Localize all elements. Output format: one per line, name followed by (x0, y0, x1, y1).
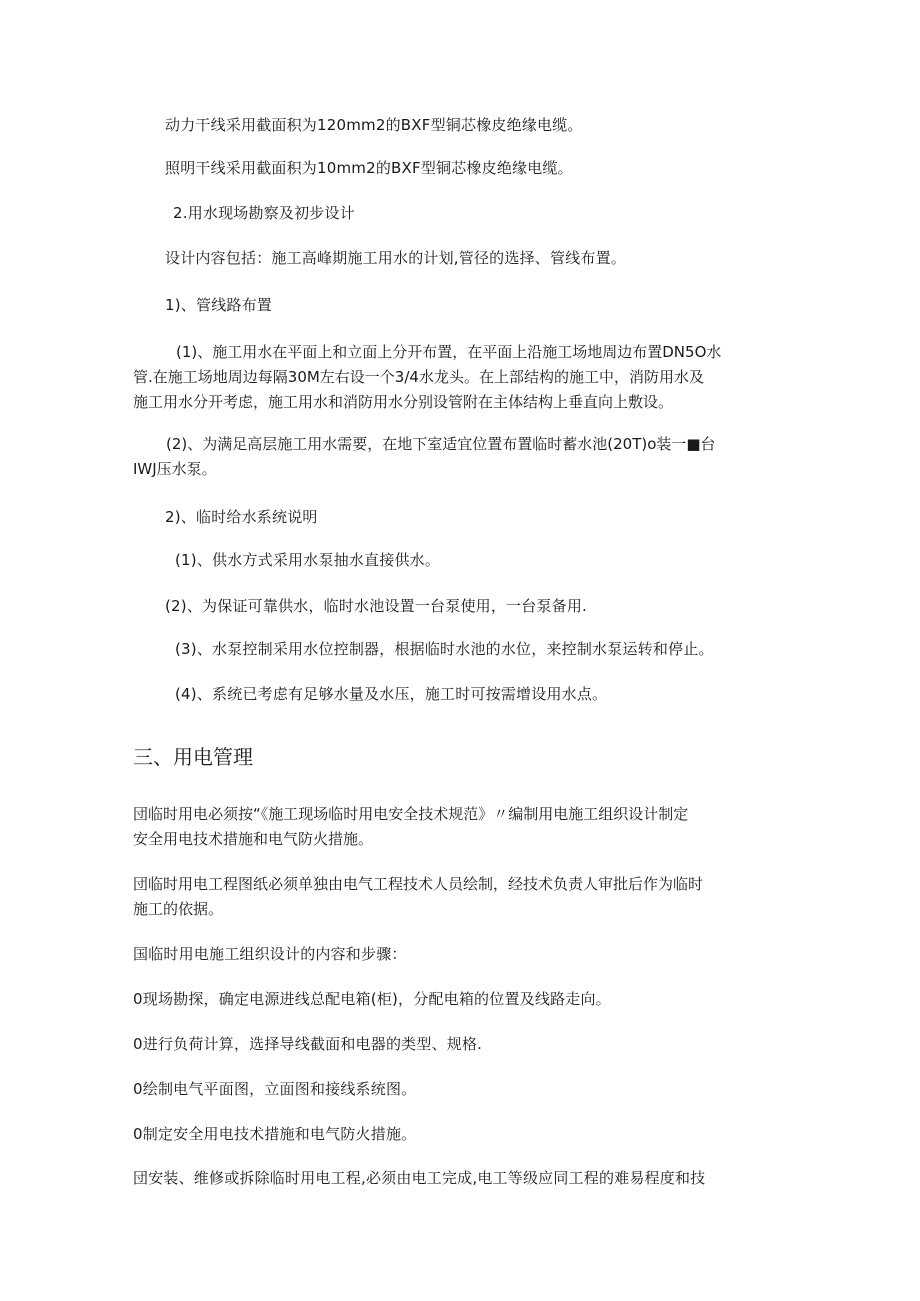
paragraph-temp-power-rule-2 (133, 872, 703, 922)
paragraph-design-content: 设计内容包括：施工高峰期施工用水的计划,管径的选择、管线布置。 (165, 249, 626, 267)
paragraph-line: (1)、施工用水在平面上和立面上分开布置，在平面上沿施工场地周边布置DN5O水 (176, 343, 722, 361)
paragraph-line: (2)、为满足高层施工用水需要，在地下室适宜位置布置临时蓄水池(20T)o装一■台 (166, 435, 716, 453)
list-item-step-3: 0绘制电气平面图，立面图和接线系统图。 (133, 1080, 417, 1098)
list-item-supply-4: (4)、系统已考虑有足够水量及水压，施工时可按需增设用水点。 (175, 685, 608, 703)
paragraph-temp-power-rule-1 (133, 802, 688, 852)
subsection-water-supply-system: 2)、临时给水系统说明 (165, 508, 318, 526)
list-item-supply-2: (2)、为保证可靠供水，临时水池设置一台泵使用，一台泵备用. (165, 597, 588, 615)
heading-power-management: 三、用电管理 (133, 745, 253, 769)
paragraph-installation-rule: 団安装、维修或拆除临时用电工程,必须由电工完成,电工等级应同工程的难易程度和技 (133, 1169, 706, 1187)
paragraph-line: 施工的依据。 (133, 900, 224, 918)
paragraph-pipeline-item-2 (133, 432, 716, 482)
paragraph-line: 安全用电技术措施和电气防火措施。 (133, 830, 374, 848)
subsection-pipeline-layout: 1)、管线路布置 (165, 296, 272, 314)
list-item-supply-3: (3)、水泵控制采用水位控制器，根据临时水池的水位，来控制水泵运转和停止。 (175, 640, 714, 658)
list-item-step-1: 0现场勘探，确定电源进线总配电箱(柜)，分配电箱的位置及线路走向。 (133, 990, 611, 1008)
paragraph-power-trunk-cable: 动力干线采用截面积为120mm2的BXF型铜芯橡皮绝缘电缆。 (165, 116, 583, 134)
paragraph-line: 団临时用电必须按“《施工现场临时用电安全技术规范》〃编制用电施工组织设计制定 (133, 805, 689, 823)
list-item-step-2: 0进行负荷计算，选择导线截面和电器的类型、规格. (133, 1035, 483, 1053)
paragraph-lighting-trunk-cable: 照明干线采用截面积为10mm2的BXF型铜芯橡皮绝缘电缆。 (165, 159, 573, 177)
list-item-supply-1: (1)、供水方式采用水泵抽水直接供水。 (175, 551, 441, 569)
section-title-water-survey: 2.用水现场勘察及初步设计 (173, 204, 355, 222)
list-item-step-4: 0制定安全用电技术措施和电气防火措施。 (133, 1125, 417, 1143)
paragraph-line: 管.在施工场地周边每隔30M左右设一个3/4水龙头。在上部结构的施工中，消防用水及 (133, 368, 704, 386)
paragraph-line: 団临时用电工程图纸必须单独由电气工程技术人员绘制，经技术负责人审批后作为临时 (133, 875, 704, 893)
paragraph-line: IWJ压水泵。 (133, 460, 217, 478)
paragraph-design-steps-intro: 国临时用电施工组织设计的内容和步骤： (133, 945, 407, 963)
paragraph-pipeline-item-1 (133, 340, 721, 415)
paragraph-line: 施工用水分开考虑，施工用水和消防用水分别设管附在主体结构上垂直向上敷设。 (133, 393, 674, 411)
